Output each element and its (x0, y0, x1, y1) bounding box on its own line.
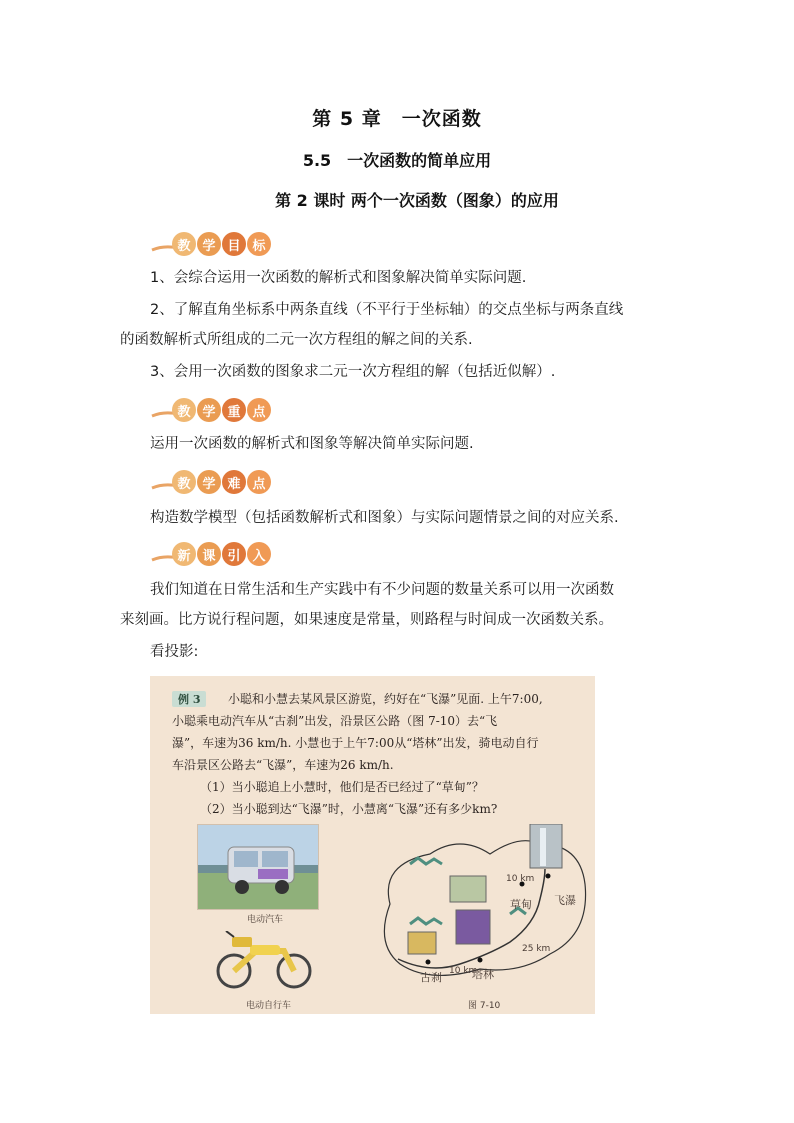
badge-char: 引 (222, 542, 246, 566)
electric-bike-photo (212, 931, 316, 993)
problem-line-4: 车沿景区公路去“飞瀑”，车速为26 km/h. (172, 758, 394, 772)
section-title: 5.5 一次函数的简单应用 (302, 151, 492, 170)
badge-char: 学 (197, 470, 221, 494)
badge-char: 难 (222, 470, 246, 494)
badge-char: 学 (197, 232, 221, 256)
chapter-title: 第 5 章 一次函数 (312, 108, 482, 130)
lesson-title: 第 2 课时 两个一次函数（图象）的应用 (275, 191, 559, 210)
badge-char: 教 (172, 470, 196, 494)
difficulty-text: 构造数学模型（包括函数解析式和图象）与实际问题情景之间的对应关系. (150, 510, 619, 526)
figure-caption: 图 7-10 (468, 1001, 501, 1011)
intro-line-2: 来刻画。比方说行程问题，如果速度是常量，则路程与时间成一次函数关系。 (120, 612, 613, 628)
badge-char: 课 (197, 542, 221, 566)
caption-bike: 电动自行车 (246, 1001, 292, 1011)
badge-char: 点 (247, 470, 271, 494)
intro-line-3: 看投影: (150, 644, 199, 660)
badge-char: 教 (172, 398, 196, 422)
objective-3: 3、会用一次函数的图象求二元一次方程组的解（包括近似解）. (150, 364, 556, 380)
question-2: （2）当小聪到达“飞瀑”时，小慧离“飞瀑”还有多少km? (200, 802, 498, 816)
badge-char: 点 (247, 398, 271, 422)
badge-char: 教 (172, 232, 196, 256)
map-label-waterfall: 飞瀑 (554, 894, 576, 907)
objective-2: 2、了解直角坐标系中两条直线（不平行于坐标轴）的交点坐标与两条直线 (150, 302, 624, 318)
map-label-meadow: 草甸 (510, 898, 532, 911)
caption-car: 电动汽车 (247, 915, 284, 925)
badge-char: 学 (197, 398, 221, 422)
badge-char: 标 (247, 232, 271, 256)
badge-char: 新 (172, 542, 196, 566)
badge-char: 重 (222, 398, 246, 422)
map-distance-temple-pagoda: 10 km (449, 966, 478, 976)
badge-char: 目 (222, 232, 246, 256)
problem-line-3: 瀑”，车速为36 km/h. 小慧也于上午7:00从“塔林”出发，骑电动自行 (172, 736, 539, 750)
textbook-image (150, 676, 595, 1014)
map-label-temple: 古刹 (420, 971, 442, 984)
key-point-text: 运用一次函数的解析式和图象等解决简单实际问题. (150, 436, 474, 452)
electric-car-photo (197, 824, 319, 910)
problem-line-2: 小聪乘电动汽车从“古刹”出发，沿景区公路（图 7-10）去“飞 (172, 714, 498, 728)
objective-1: 1、会综合运用一次函数的解析式和图象解决简单实际问题. (150, 270, 527, 286)
map-distance-pagoda-meadow: 25 km (522, 944, 551, 954)
badge-char: 入 (247, 542, 271, 566)
map-distance-meadow-waterfall: 10 km (506, 874, 535, 884)
intro-line-1: 我们知道在日常生活和生产实践中有不少问题的数量关系可以用一次函数 (150, 582, 614, 598)
objective-2-cont: 的函数解析式所组成的二元一次方程组的解之间的关系. (120, 332, 473, 348)
example-label: 例 3 (172, 691, 206, 707)
question-1: （1）当小聪追上小慧时，他们是否已经过了“草甸”？ (200, 780, 484, 794)
map-label-pagoda: 塔林 (472, 968, 494, 981)
problem-line-1: 小聪和小慧去某风景区游览，约好在“飞瀑”见面. 上午7:00, (228, 692, 543, 706)
